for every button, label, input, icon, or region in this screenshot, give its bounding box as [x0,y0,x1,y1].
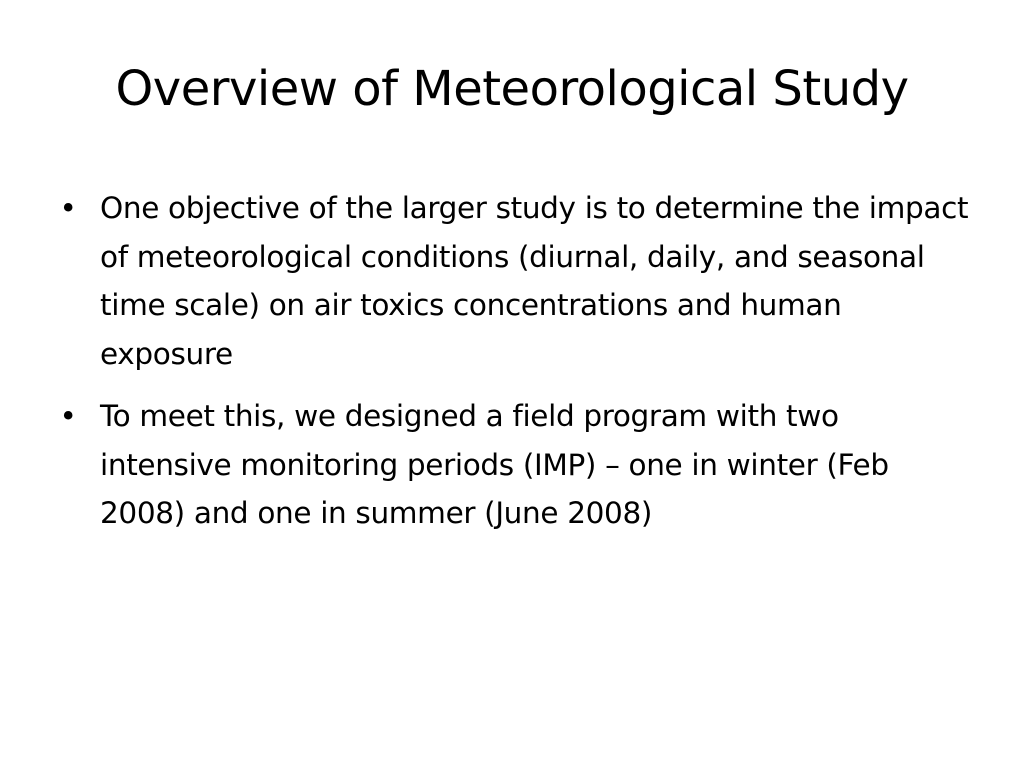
bullet-icon: • [59,191,77,225]
bullet-text: To meet this, we designed a field program with two intensive monitoring periods (IMP) – one in winter (Feb 2008) and one in summer (June 2008) [100,399,889,530]
slide-title: Overview of Meteorological Study [115,61,909,117]
bullet-item-field-program [58,392,970,538]
bullet-list [58,184,970,552]
bullet-item-objective [58,184,970,378]
bullet-text: One objective of the larger study is to determine the impact of meteorological conditions (diurnal, daily, and seasonal time scale) on air toxics concentrations and human exposure [100,191,969,371]
bullet-icon: • [59,399,77,433]
